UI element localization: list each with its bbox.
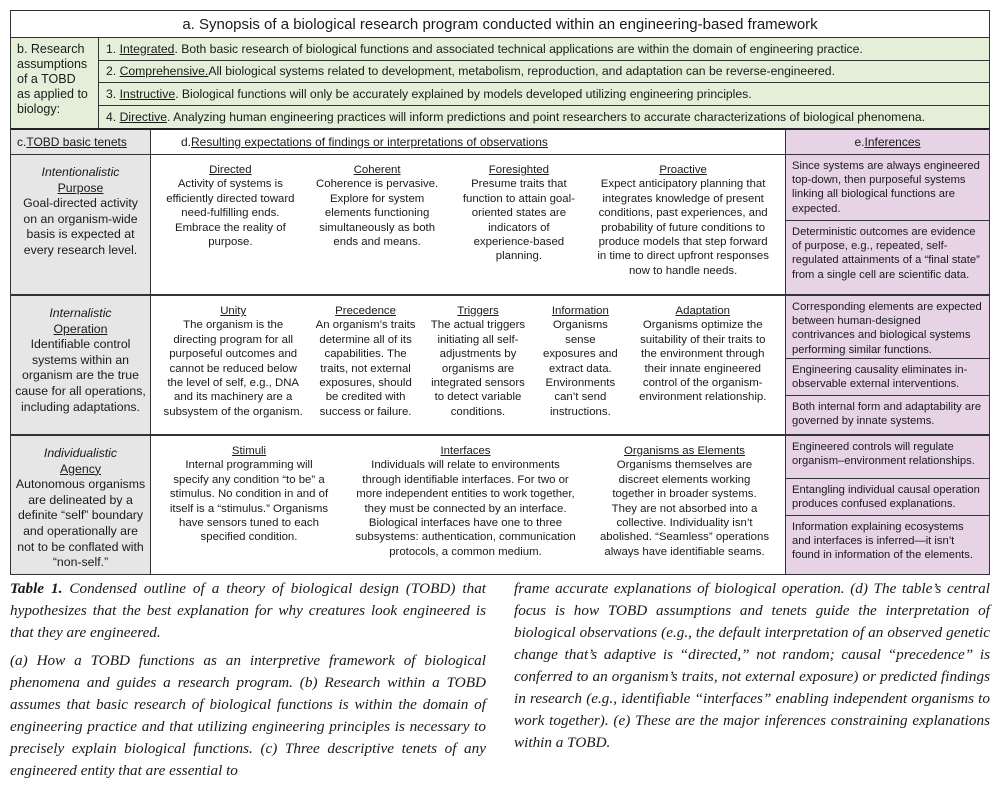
caption-right-column — [514, 578, 990, 788]
expectation-text: Individuals will relate to environments through identifiable interfaces. For two or more independent entities to work together, they must be connected by an interface. Biological interfaces have one to three subsystems: authentication, communication protocols, a common medium. — [355, 459, 576, 558]
tenet-description: Identifiable control systems within an organism are the true cause for all operations, including adaptations. — [15, 337, 146, 414]
inference-item: Both internal form and adaptability are governed by innate systems. — [792, 401, 982, 428]
column-headers — [11, 130, 989, 155]
expectation-item — [351, 444, 581, 568]
expectation-item — [316, 304, 416, 428]
header-label: TOBD basic tenets — [26, 135, 127, 149]
header-label: Inferences — [864, 135, 921, 149]
expectation-item — [633, 304, 773, 428]
expectation-item — [540, 304, 620, 428]
tenet-row-operation — [11, 296, 989, 436]
assumption-item — [99, 61, 989, 84]
expectation-item — [165, 163, 295, 288]
expectation-text: The organism is the directing program for all purposeful outcomes and cannot be reduced below the level of self, e.g., DNA and its machinery are a subsystem of the organism. — [163, 319, 303, 418]
expectation-item — [600, 444, 770, 568]
assumption-name: Instructive — [119, 86, 176, 101]
expectation-item — [163, 304, 303, 428]
caption-summary-text: Condensed outline of a theory of biological design (TOBD) that hypothesizes that the best explanation for why creatures look engineered is that they are engineered. — [10, 580, 487, 641]
expectation-title: Stimuli — [231, 445, 267, 457]
caption-summary — [10, 578, 486, 644]
expectation-title: Interfaces — [440, 445, 491, 457]
assumptions-list — [99, 38, 989, 128]
expectation-text: Presume traits that function to attain goal-oriented states are indicators of experience-based planning. — [462, 178, 575, 263]
assumption-number: 2. — [106, 64, 117, 79]
inference-item: Information explaining ecosystems and interfaces is inferred—it isn’t found in information of the elements. — [792, 521, 973, 562]
assumption-number: 1. — [106, 41, 117, 56]
caption-label: Table 1. — [10, 580, 63, 597]
assumption-number: 4. — [106, 109, 117, 124]
expectation-text: Organisms optimize the suitability of their traits to the environment through their innate engineered control of the organism-environment relationship. — [639, 319, 767, 404]
inference-item: Engineered controls will regulate organism–environment relationships. — [786, 436, 989, 479]
expectations-cell — [151, 296, 786, 434]
tenet-qualifier: Internalistic — [49, 306, 112, 320]
expectation-item — [596, 163, 771, 288]
expectation-item — [459, 163, 579, 288]
inference-item: Since systems are always engineered top-down, then purposeful systems linking all biological functions are expected. — [786, 155, 989, 221]
header-label: Resulting expectations of findings or interpretations of observations — [191, 135, 548, 149]
inferences-cell — [786, 436, 989, 574]
assumption-text: All biological systems related to development, metabolism, reproduction, and adaptation can be reverse-engineered. — [208, 64, 835, 79]
expectations-cell — [151, 155, 786, 294]
header-prefix: c. — [17, 135, 27, 149]
expectation-title: Proactive — [659, 164, 707, 176]
expectation-title: Precedence — [335, 305, 396, 317]
inferences-cell — [786, 296, 989, 434]
tobd-table — [10, 10, 990, 575]
assumption-text: . Both basic research of biological functions and associated technical applications are within the domain of engineering practice. — [174, 41, 863, 56]
synopsis-title: a. Synopsis of a biological research program conducted within an engineering-based framework — [11, 11, 989, 38]
expectation-title: Adaptation — [675, 305, 730, 317]
expectation-title: Foresighted — [488, 164, 549, 176]
expectation-text: Organisms themselves are discreet elements working together in broader systems. They are not absorbed into a collective. Individuality isn’t abolished. “Seamless” operations always have identifiable seams. — [599, 459, 770, 558]
expectation-title: Unity — [220, 305, 247, 317]
expectation-text: Internal programming will specify any condition “to be” a stimulus. No condition in and of itself is a “stimulus.” Organisms have sensors tuned to each specified condition. — [169, 459, 329, 544]
tenet-description: Autonomous organisms are delineated by a definite “self” boundary and operationally are not to be conflated with “non-self.” — [15, 477, 146, 570]
assumption-number: 3. — [106, 86, 117, 101]
caption-left-column — [10, 578, 486, 788]
header-expectations — [151, 130, 786, 154]
expectation-title: Coherent — [353, 164, 401, 176]
expectations-cell — [151, 436, 786, 574]
expectation-item — [428, 304, 528, 428]
expectation-item — [167, 444, 332, 568]
caption-body-right: frame accurate explanations of biological operation. (d) The table’s central focus is how TOBD assumptions and tenets guide the interpretation of biological observations (e.g., the default interpretation of an observed genetic change that’s adaptive is “directed,” not random; causal “precedence” is conferred to an organism’s traits, not external exposure) or predicted findings in research (e.g., identifiable “interfaces” enabling independent organisms to work together). (e) These are the major inferences constraining explanations within a TOBD. — [514, 580, 990, 751]
tenet-name: Agency — [59, 461, 101, 476]
tenet-cell — [11, 155, 151, 294]
tenet-row-purpose — [11, 155, 989, 296]
assumptions-label: b. Research assumptions of a TOBD as applied to biology: — [11, 38, 99, 128]
header-prefix: e. — [854, 135, 865, 149]
inference-item: Engineering causality eliminates in-observable external interventions. — [786, 359, 989, 396]
expectation-text: The actual triggers initiating all self-adjustments by organisms are integrated sensors to detect variable conditions. — [430, 319, 526, 418]
assumption-item — [99, 83, 989, 106]
assumption-text: . Analyzing human engineering practices will inform predictions and point researchers to accurate characterizations of biological phenomena. — [166, 109, 926, 124]
assumption-text: . Biological functions will only be accurately explained by models developed utilizing engineering principles. — [175, 86, 752, 101]
assumption-name: Integrated — [119, 41, 175, 56]
expectation-text: Coherence is pervasive. Explore for system elements functioning simultaneously as both ends and means. — [316, 178, 439, 249]
expectation-text: An organism’s traits determine all of its capabilities. The traits, not external exposures, should be credited with success or failure. — [315, 319, 416, 418]
expectation-text: Expect anticipatory planning that integrates knowledge of present conditions, past experiences, and probability of future conditions to produce models that step forward in time to direct upfront responses now to handle needs. — [597, 178, 769, 277]
assumption-name: Comprehensive. — [119, 64, 209, 79]
tenet-row-agency — [11, 436, 989, 574]
assumption-item — [99, 38, 989, 61]
tenet-description: Goal-directed activity on an organism-wide basis is expected at every research level. — [23, 196, 138, 257]
research-assumptions-section — [11, 38, 989, 130]
inference-item: Corresponding elements are expected between human-designed contrivances and biological systems performing similar functions. — [786, 296, 989, 359]
expectation-title: Directed — [209, 164, 252, 176]
inference-item: Deterministic outcomes are evidence of purpose, e.g., repeated, self-regulated attainments of a “final state” from a single cell are scientific data. — [792, 226, 980, 281]
expectation-text: Organisms sense exposures and extract data. Environments can’t send instructions. — [542, 319, 618, 418]
tenet-name: Purpose — [57, 180, 104, 195]
expectation-text: Activity of systems is efficiently directed toward need-fulfilling ends. Embrace the reality of purpose. — [166, 178, 295, 249]
expectation-title: Organisms as Elements — [624, 445, 745, 457]
tenet-cell — [11, 296, 151, 434]
expectation-title: Information — [551, 305, 609, 317]
assumption-item — [99, 106, 989, 129]
tenet-name: Operation — [53, 321, 108, 336]
tenet-qualifier: Individualistic — [43, 446, 118, 460]
tenet-qualifier: Intentionalistic — [41, 165, 120, 179]
expectation-item — [312, 163, 442, 288]
header-prefix: d. — [181, 135, 192, 149]
caption-body-left: (a) How a TOBD functions as an interpretive framework of biological phenomena and guides a research program. (b) Research within a TOBD assumes that basic research of biological functions is within the domain of engineering practice and that utilizing engineering principles is necessary to precisely explain biological functions. (c) Three descriptive tenets of any engineered entity that are essential to — [10, 652, 486, 779]
table-caption — [10, 578, 990, 788]
expectation-title: Triggers — [457, 305, 499, 317]
assumption-name: Directive — [119, 109, 167, 124]
inferences-cell — [786, 155, 989, 294]
inference-item: Entangling individual causal operation produces confused explanations. — [786, 479, 989, 516]
header-tenets — [11, 130, 151, 154]
tenet-cell — [11, 436, 151, 574]
header-inferences — [786, 130, 989, 154]
